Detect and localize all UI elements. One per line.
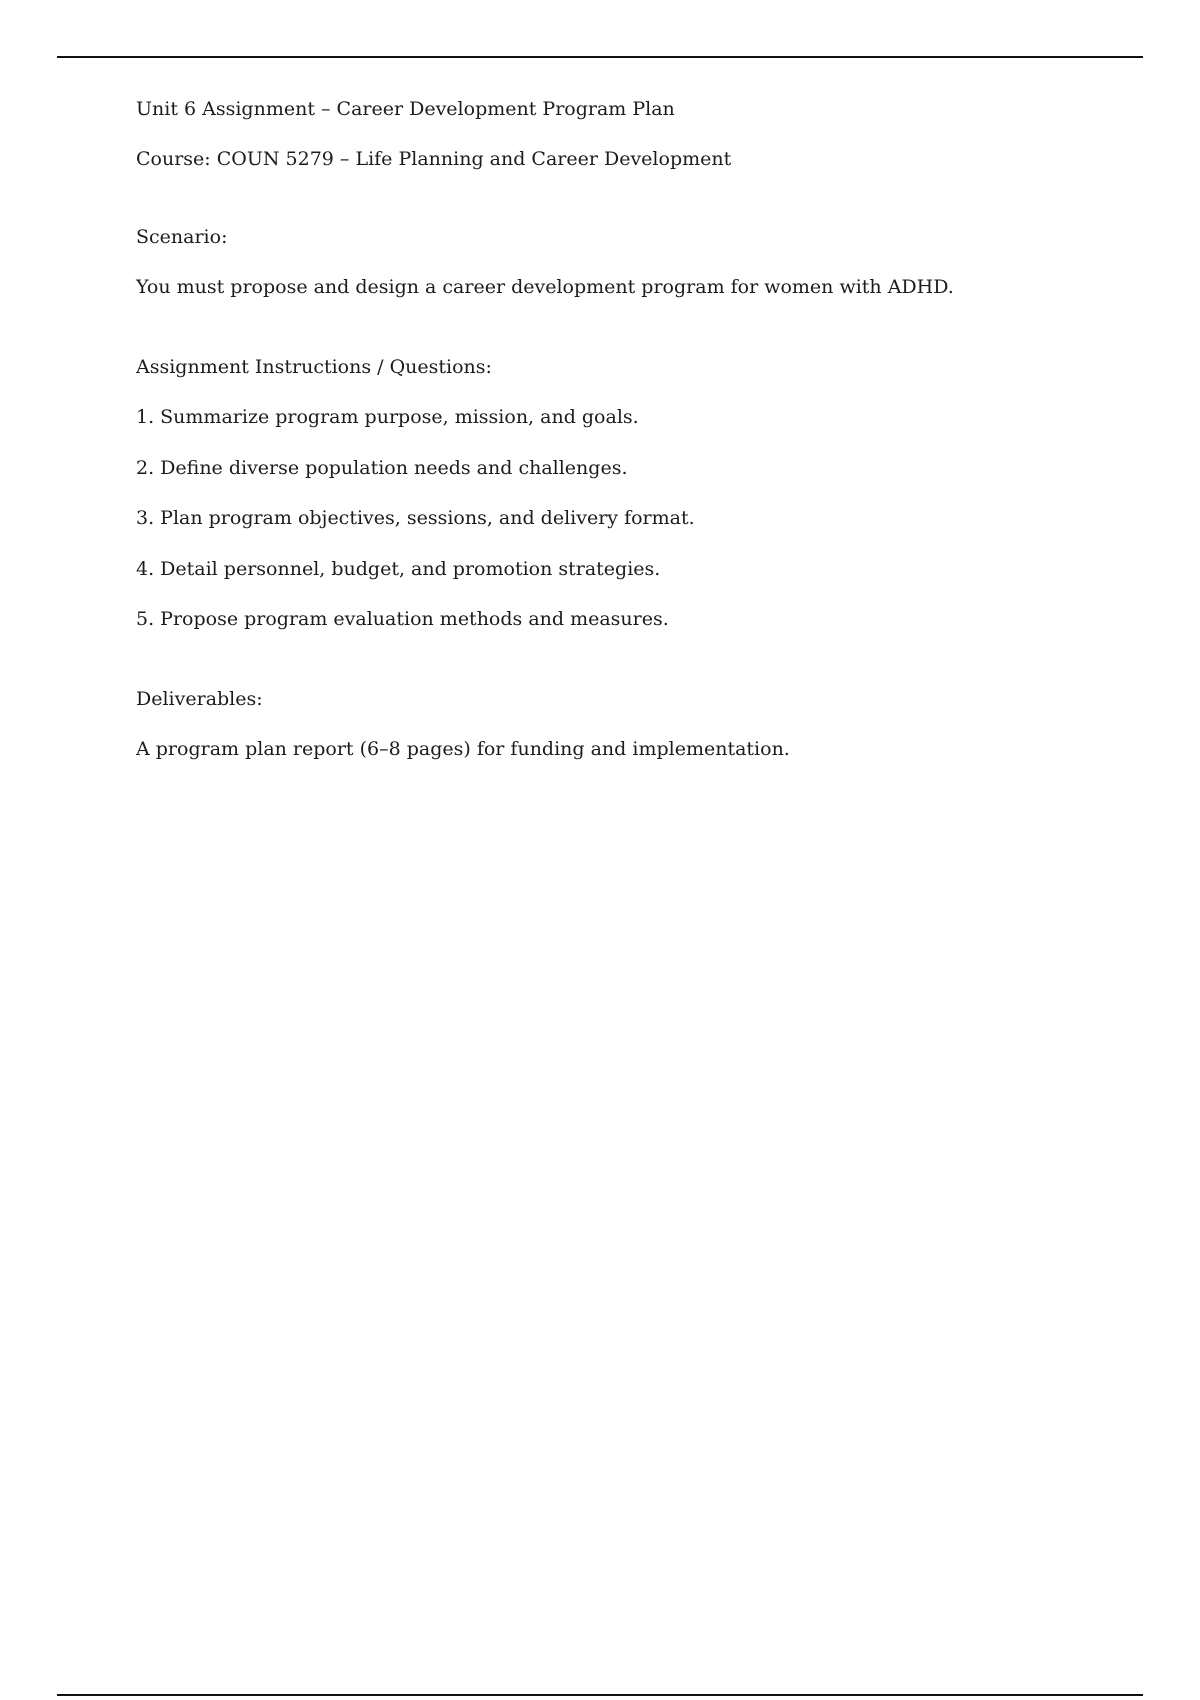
deliverables-text: A program plan report (6–8 pages) for funding and implementation. <box>136 738 790 760</box>
instruction-item: 1. Summarize program purpose, mission, and goals. <box>136 406 639 428</box>
footer-rule <box>57 1694 1143 1696</box>
deliverables-heading: Deliverables: <box>136 688 263 710</box>
instruction-item: 4. Detail personnel, budget, and promotion strategies. <box>136 557 661 580</box>
instruction-item: 3. Plan program objectives, sessions, and delivery format. <box>136 507 695 529</box>
header-rule <box>57 56 1143 58</box>
document-body <box>136 96 1036 762</box>
instruction-item: 5. Propose program evaluation methods and measures. <box>136 608 669 630</box>
document-title: Unit 6 Assignment – Career Development Program Plan <box>136 98 675 120</box>
instruction-item: 2. Define diverse population needs and challenges. <box>136 456 628 479</box>
scenario-text: You must propose and design a career development program for women with ADHD. <box>136 276 954 298</box>
instructions-list <box>136 404 1036 632</box>
course-line: Course: COUN 5279 – Life Planning and Career Development <box>136 148 732 170</box>
scenario-heading: Scenario: <box>136 226 228 248</box>
instructions-heading: Assignment Instructions / Questions: <box>136 356 492 378</box>
